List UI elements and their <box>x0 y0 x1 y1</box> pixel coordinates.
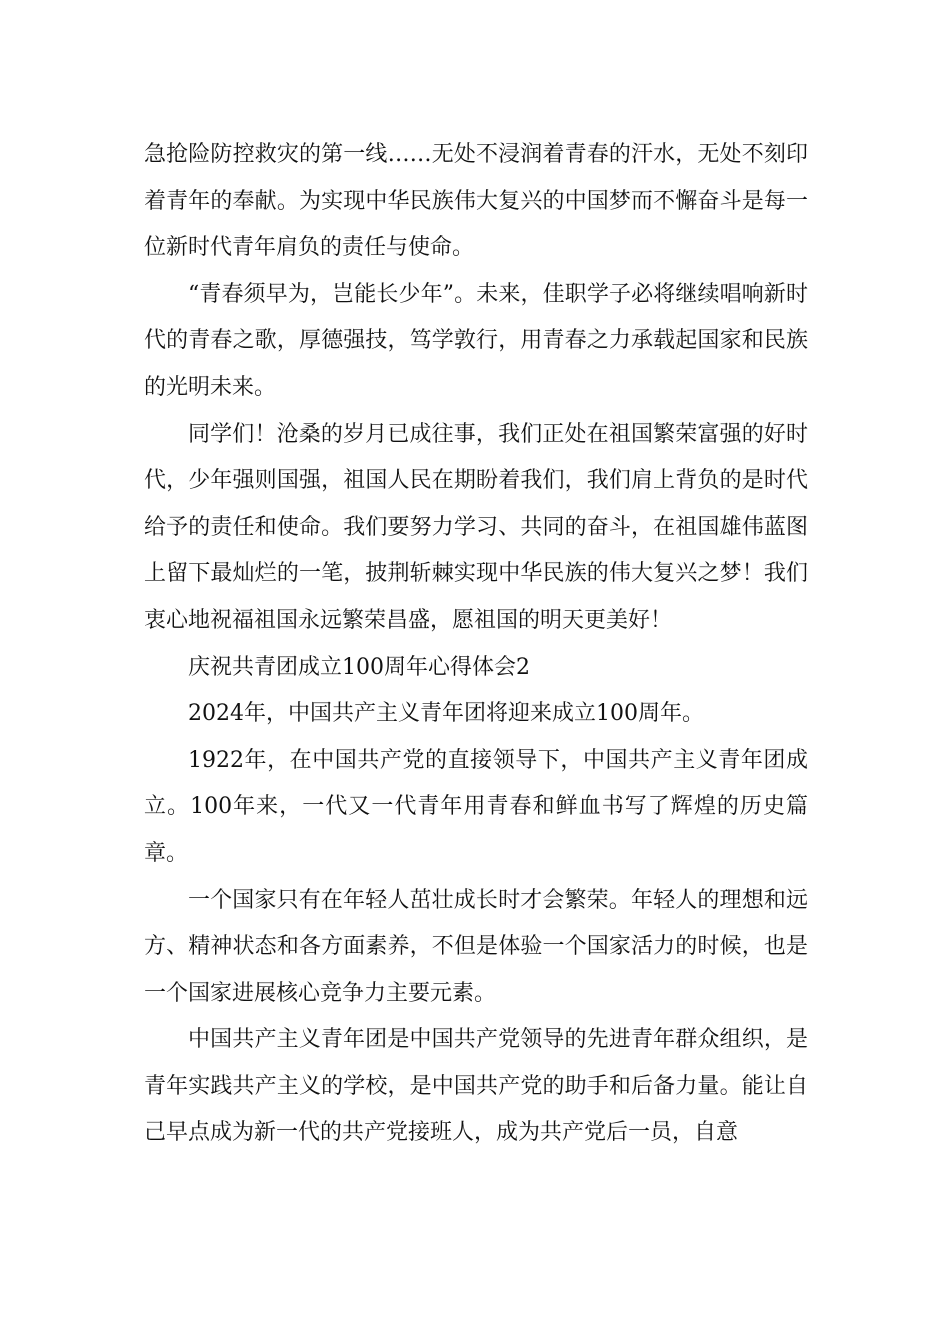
paragraph-2024: 2024年，中国共产主义青年团将迎来成立100周年。 <box>188 701 704 727</box>
paragraph-continued: 急抢险防控救灾的第一线……无处不浸润着青春的汗水，无处不刻印着青年的奉献。为实现中华民族伟大复兴的中国梦而不懈奋斗是每一位新时代青年肩负的责任与使命。 <box>144 142 808 261</box>
paragraph-1922: 1922年，在中国共产党的直接领导下，中国共产主义青年团成立。100年来，一代又一代青年用青春和鲜血书写了辉煌的历史篇章。 <box>144 747 808 866</box>
paragraph-nation: 一个国家只有在年轻人茁壮成长时才会繁荣。年轻人的理想和远方、精神状态和各方面素养，不但是体验一个国家活力的时候，也是一个国家进展核心竞争力主要元素。 <box>144 887 808 1006</box>
document-page <box>144 132 808 1157</box>
paragraph-league: 中国共产主义青年团是中国共产党领导的先进青年群众组织，是青年实践共产主义的学校，是中国共产党的助手和后备力量。能让自己早点成为新一代的共产党接班人，成为共产党后一员，自意 <box>144 1027 808 1146</box>
paragraph-students: 同学们！沧桑的岁月已成往事，我们正处在祖国繁荣富强的好时代，少年强则国强，祖国人民在期盼着我们，我们肩上背负的是时代给予的责任和使命。我们要努力学习、共同的奋斗，在祖国雄伟蓝图上留下最灿烂的一笔，披荆斩棘实现中华民族的伟大复兴之梦！我们衷心地祝福祖国永远繁荣昌盛，愿祖国的明天更美好！ <box>144 421 808 633</box>
section-heading: 庆祝共青团成立100周年心得体会2 <box>188 654 530 680</box>
paragraph-youth-quote: “青春须早为，岂能长少年”。未来，佳职学子必将继续唱响新时代的青春之歌，厚德强技，笃学敦行，用青春之力承载起国家和民族的光明未来。 <box>144 281 808 400</box>
